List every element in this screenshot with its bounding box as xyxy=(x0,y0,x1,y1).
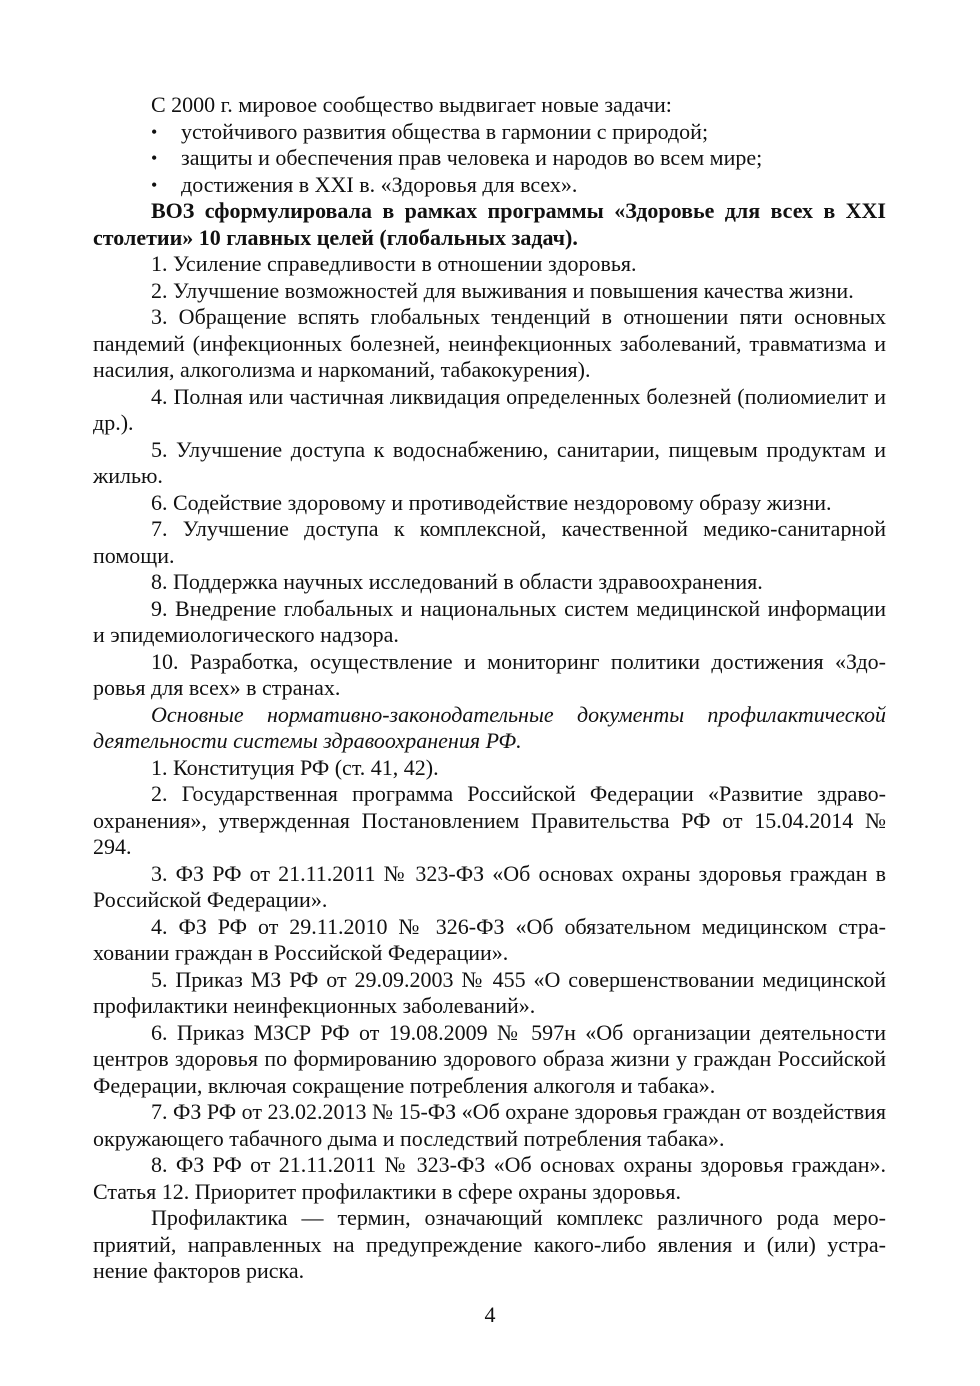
document-item: 3. ФЗ РФ от 21.11.2011 № 323-ФЗ «Об основах охраны здоровья граждан в Российской Федерации». xyxy=(93,860,886,912)
goal-item: 7. Улучшение доступа к комплексной, качественной медико-санитарной помощи. xyxy=(93,516,886,568)
document-item: 2. Государственная программа Российской Федерации «Развитие здравоохранения», утвержденная Постановлением Правительства РФ от 15.04.2014 № 294. xyxy=(93,781,886,859)
document-item: 4. ФЗ РФ от 29.11.2010 № 326-ФЗ «Об обязательном медицинском страховании граждан в Российской Федерации». xyxy=(93,913,886,965)
goal-item: 6. Содействие здоровому и противодействие нездоровому образу жизни. xyxy=(151,489,832,515)
intro-paragraph: С 2000 г. мировое сообщество выдвигает новые задачи: xyxy=(151,92,672,117)
goal-item: 5. Улучшение доступа к водоснабжению, санитарии, пищевым продуктам и жилью. xyxy=(93,436,886,488)
goal-item: 8. Поддержка научных исследований в области здравоохранения. xyxy=(151,569,763,594)
documents-heading: Основные нормативно-законодательные документы профилактической деятельности системы здравоохранения РФ. xyxy=(93,701,886,753)
document-item: 8. ФЗ РФ от 21.11.2011 № 323-ФЗ «Об основах охраны здоровья граждан». Статья 12. Приоритет профилактики в сфере охраны здоровья. xyxy=(93,1152,886,1204)
list-item: • достижения в XXI в. «Здоровья для всех». xyxy=(151,171,578,197)
goal-item: 10. Разработка, осуществление и мониторинг политики достижения «Здоровья для всех» в странах. xyxy=(93,648,886,700)
document-item: 6. Приказ МЗСР РФ от 19.08.2009 № 597н «Об организации деятельности центров здоровья по формированию здорового образа жизни у граждан Российской Федерации, включая сокращение потребления алкоголя и табака». xyxy=(93,1019,886,1098)
bullet-icon: • xyxy=(151,148,158,168)
tasks-bullet-list xyxy=(93,119,886,199)
bullet-icon: • xyxy=(151,121,158,142)
bullet-icon: • xyxy=(151,174,158,195)
list-item: • устойчивого развития общества в гармонии с природой; xyxy=(151,118,709,144)
goal-item: 4. Полная или частичная ликвидация определенных болезней (полиомиелит и др.). xyxy=(93,383,886,435)
goal-item: 3. Обращение вспять глобальных тенденций в отношении пяти основных пандемий (инфекционных болезней, неинфекционных заболеваний, травматизма и насилия, алкоголизма и наркоманий, табакокурения). xyxy=(93,304,886,382)
goal-item: 2. Улучшение возможностей для выживания и повышения качества жизни. xyxy=(151,277,854,303)
goal-item: 9. Внедрение глобальных и национальных систем медицинской информации и эпидемиологического надзора. xyxy=(93,595,886,647)
document-item: 5. Приказ МЗ РФ от 29.09.2003 № 455 «О совершенствовании медицинской профилактики неинфекционных заболеваний». xyxy=(93,966,886,1018)
page-number: 4 xyxy=(484,1302,496,1327)
document-item: 7. ФЗ РФ от 23.02.2013 № 15-ФЗ «Об охране здоровья граждан от воздействия окружающего табачного дыма и последствий потребления табака». xyxy=(93,1099,887,1151)
prophylaxis-definition: Профилактика — термин, означающий комплекс различного рода мероприятий, направленных на предупреждение какого-либо явления и (или) устранение факторов риска. xyxy=(93,1205,886,1283)
list-item: • защиты и обеспечения прав человека и народов во всем мире; xyxy=(151,145,763,170)
page-body xyxy=(93,92,886,1285)
who-goals-heading: ВОЗ сформулировала в рамках программы «Здоровье для всех в XXI столетии» 10 главных целей (глобальных задач). xyxy=(93,198,886,250)
goal-item: 1. Усиление справедливости в отношении здоровья. xyxy=(151,251,637,276)
document-item: 1. Конституция РФ (ст. 41, 42). xyxy=(151,754,439,780)
